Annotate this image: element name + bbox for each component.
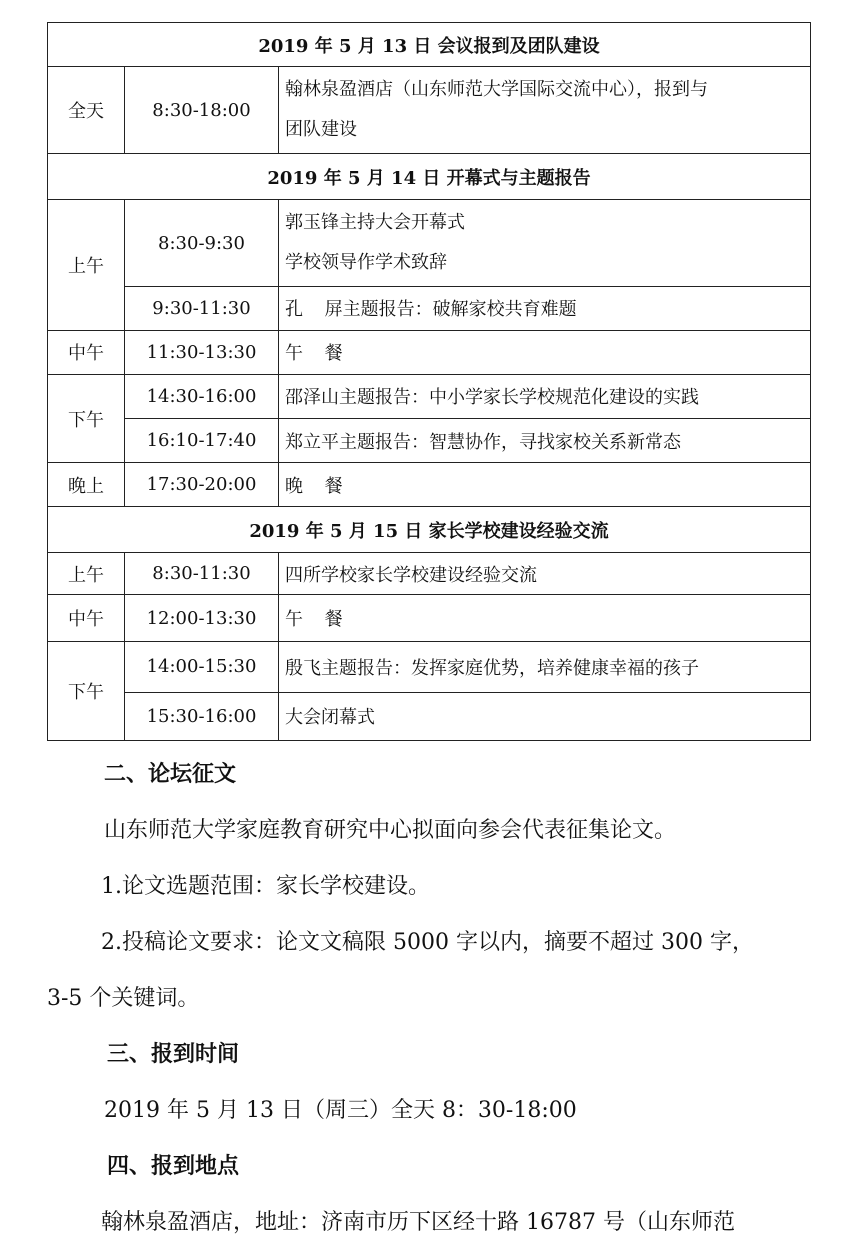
time-cell: 16:10-17:40 (125, 419, 279, 463)
meal-char: 晚 (285, 475, 303, 497)
period-cell: 上午 (48, 200, 125, 330)
period-cell: 中午 (48, 330, 125, 374)
section-heading-forum-papers: 二、论坛征文 (104, 761, 237, 787)
activity-cell (279, 67, 811, 154)
activity-text: 屏主题报告：破解家校共育难题 (324, 299, 577, 321)
time-cell: 12:00-13:30 (125, 595, 279, 641)
registration-location-text: 翰林泉盈酒店，地址：济南市历下区经十路 16787 号（山东师范 (101, 1210, 735, 1235)
activity-cell (279, 200, 811, 286)
meal-char: 餐 (324, 343, 343, 365)
period-cell: 下午 (48, 374, 125, 462)
time-cell: 8:30-11:30 (125, 553, 279, 595)
meal-char: 午 (285, 609, 303, 631)
day2-header: 2019 年 5 月 14 日 开幕式与主题报告 (48, 154, 811, 200)
time-cell: 17:30-20:00 (125, 463, 279, 507)
period-cell: 上午 (48, 553, 125, 595)
activity-cell (279, 463, 811, 507)
time-cell: 15:30-16:00 (125, 692, 279, 740)
period-cell: 晚上 (48, 463, 125, 507)
meal-char: 餐 (324, 609, 343, 631)
activity-line: 郭玉锋主持大会开幕式 (285, 212, 465, 234)
time-cell: 14:00-15:30 (125, 641, 279, 692)
time-cell: 11:30-13:30 (125, 330, 279, 374)
period-cell: 中午 (48, 595, 125, 641)
activity-cell (279, 595, 811, 641)
activity-line: 团队建设 (285, 119, 357, 141)
registration-time-text: 2019 年 5 月 13 日（周三）全天 8：30-18:00 (104, 1098, 577, 1123)
section-heading-registration-time: 三、报到时间 (107, 1041, 240, 1067)
paragraph-item2: 2.投稿论文要求：论文文稿限 5000 字以内，摘要不超过 300 字， (101, 930, 754, 955)
paragraph-item2-continued: 3-5 个关键词。 (47, 986, 200, 1011)
activity-cell (279, 330, 811, 374)
speaker-surname: 孔 (285, 299, 303, 321)
activity-line: 学校领导作学术致辞 (285, 252, 447, 274)
schedule-table (47, 22, 811, 741)
time-cell: 8:30-9:30 (125, 200, 279, 286)
time-cell: 9:30-11:30 (125, 286, 279, 330)
period-cell: 全天 (48, 67, 125, 154)
time-cell: 14:30-16:00 (125, 374, 279, 418)
activity-cell: 大会闭幕式 (279, 692, 811, 740)
activity-cell: 郑立平主题报告：智慧协作，寻找家校关系新常态 (279, 419, 811, 463)
time-cell: 8:30-18:00 (125, 67, 279, 154)
section-heading-registration-location: 四、报到地点 (107, 1153, 240, 1179)
paragraph-intro: 山东师范大学家庭教育研究中心拟面向参会代表征集论文。 (104, 818, 677, 843)
day1-header: 2019 年 5 月 13 日 会议报到及团队建设 (48, 23, 811, 67)
activity-cell: 四所学校家长学校建设经验交流 (279, 553, 811, 595)
activity-line: 翰林泉盈酒店（山东师范大学国际交流中心），报到与 (285, 79, 708, 101)
meal-char: 午 (285, 343, 303, 365)
meal-char: 餐 (324, 475, 343, 497)
activity-cell: 殷飞主题报告：发挥家庭优势，培养健康幸福的孩子 (279, 641, 811, 692)
activity-cell: 邵泽山主题报告：中小学家长学校规范化建设的实践 (279, 374, 811, 418)
period-cell: 下午 (48, 641, 125, 740)
activity-cell (279, 286, 811, 330)
paragraph-item1: 1.论文选题范围：家长学校建设。 (101, 874, 430, 899)
day3-header: 2019 年 5 月 15 日 家长学校建设经验交流 (48, 507, 811, 553)
